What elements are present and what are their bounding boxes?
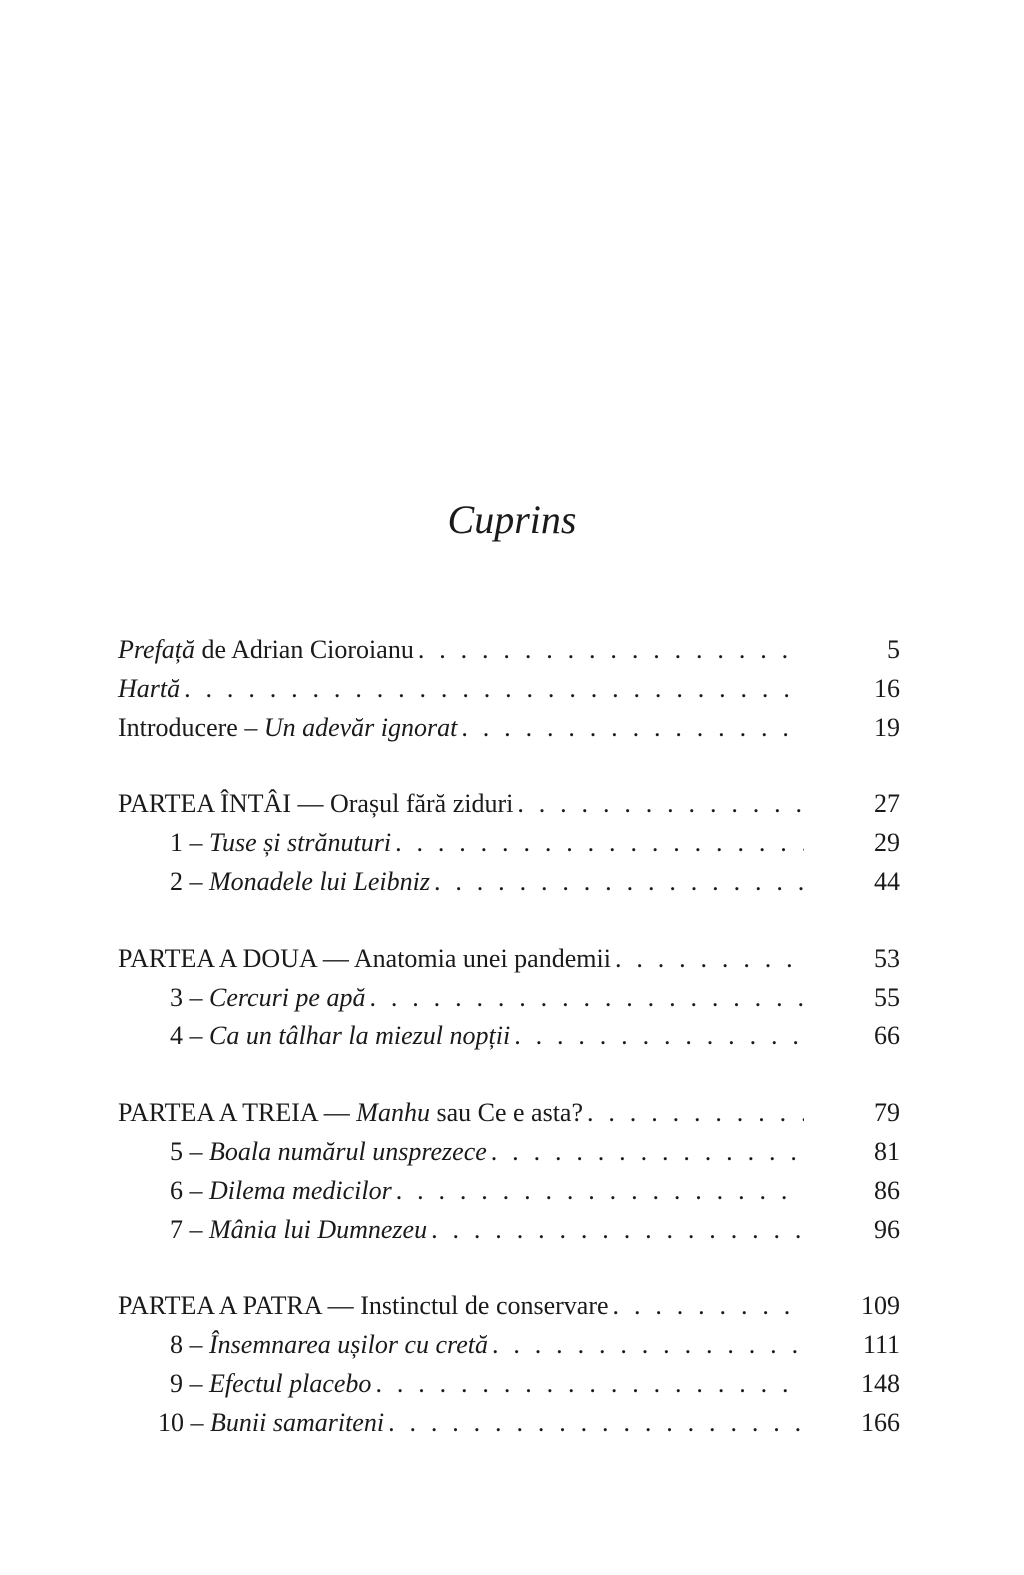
toc-entry-label: Hartă xyxy=(118,673,181,703)
toc-page-number: 53 xyxy=(874,943,900,973)
dot-leader xyxy=(395,824,804,863)
dot-leader xyxy=(461,709,804,748)
dot-leader xyxy=(587,1094,804,1133)
toc-page-number: 55 xyxy=(874,982,900,1012)
toc-chapter-entry[interactable] xyxy=(118,1365,900,1404)
toc-entry-label: 6 – Dilema medicilor xyxy=(170,1175,392,1205)
toc-chapter-entry[interactable] xyxy=(118,824,900,863)
toc-part-heading[interactable] xyxy=(118,1094,900,1133)
toc-entry-label: 9 – Efectul placebo xyxy=(170,1368,372,1398)
toc-page-number: 96 xyxy=(874,1214,900,1244)
dot-leader xyxy=(375,1365,804,1404)
toc-page-number: 16 xyxy=(874,673,900,703)
toc-entry-label: 4 – Ca un tâlhar la miezul nopții xyxy=(170,1021,511,1051)
toc-part-1 xyxy=(118,785,900,901)
toc-page-number: 5 xyxy=(887,635,900,664)
toc-page-number: 86 xyxy=(874,1175,900,1205)
dot-leader xyxy=(184,670,804,709)
toc-entry-label: 1 – Tuse și strănuturi xyxy=(170,828,392,858)
toc-entry-introduction[interactable] xyxy=(118,709,900,748)
dot-leader xyxy=(388,1404,804,1443)
toc-entry-label: 7 – Mânia lui Dumnezeu xyxy=(170,1214,428,1244)
toc-part-4 xyxy=(118,1287,900,1442)
dot-leader xyxy=(396,1172,804,1211)
table-of-contents xyxy=(118,631,900,1481)
toc-chapter-entry[interactable] xyxy=(118,863,900,902)
toc-entry-label: PARTEA A TREIA — Manhu sau Ce e asta? xyxy=(118,1098,583,1128)
toc-part-heading[interactable] xyxy=(118,785,900,824)
toc-chapter-entry[interactable] xyxy=(118,1017,900,1056)
toc-chapter-entry[interactable] xyxy=(118,1172,900,1211)
toc-page-number: 166 xyxy=(861,1407,900,1437)
toc-part-3 xyxy=(118,1094,900,1249)
toc-entry-label: PARTEA A DOUA — Anatomia unei pandemii xyxy=(118,943,611,973)
toc-entry-label: PARTEA ÎNTÂI — Orașul fără ziduri xyxy=(118,789,514,819)
toc-page-number: 29 xyxy=(874,828,900,858)
toc-page-number: 44 xyxy=(874,866,900,896)
toc-entry-label: 8 – Însemnarea ușilor cu cretă xyxy=(170,1330,488,1360)
dot-leader xyxy=(517,785,804,824)
toc-page-number: 19 xyxy=(874,712,900,742)
toc-entry-label: PARTEA A PATRA — Instinctul de conservare xyxy=(118,1291,609,1321)
toc-page-number: 111 xyxy=(862,1330,900,1360)
toc-entry-label: 10 – Bunii samariteni xyxy=(158,1407,385,1437)
toc-front-matter xyxy=(118,631,900,747)
toc-page-number: 79 xyxy=(874,1098,900,1128)
toc-entry-preface[interactable] xyxy=(118,631,900,670)
page-title: Cuprins xyxy=(447,497,577,542)
toc-page-number: 27 xyxy=(874,789,900,819)
toc-page-number: 66 xyxy=(874,1021,900,1051)
dot-leader xyxy=(418,631,804,670)
toc-chapter-entry[interactable] xyxy=(118,1211,900,1250)
toc-page-number: 148 xyxy=(861,1368,900,1398)
dot-leader xyxy=(431,1211,804,1250)
toc-page-number: 81 xyxy=(874,1136,900,1166)
toc-part-2 xyxy=(118,940,900,1056)
toc-entry-label: 3 – Cercuri pe apă xyxy=(170,982,366,1012)
toc-entry-label: Introducere – Un adevăr ignorat xyxy=(118,712,458,742)
toc-entry-label: 5 – Boala numărul unsprezece xyxy=(170,1136,487,1166)
dot-leader xyxy=(615,940,804,979)
dot-leader xyxy=(492,1326,804,1365)
toc-chapter-entry[interactable] xyxy=(118,979,900,1018)
toc-entry-label: 2 – Monadele lui Leibniz xyxy=(170,866,430,896)
dot-leader xyxy=(514,1017,804,1056)
toc-chapter-entry[interactable] xyxy=(118,1326,900,1365)
toc-part-heading[interactable] xyxy=(118,1287,900,1326)
toc-entry-map[interactable] xyxy=(118,670,900,709)
toc-part-heading[interactable] xyxy=(118,940,900,979)
toc-entry-label: Prefață de Adrian Cioroianu xyxy=(118,635,414,664)
toc-chapter-entry[interactable] xyxy=(118,1404,900,1443)
dot-leader xyxy=(369,979,804,1018)
dot-leader xyxy=(613,1287,804,1326)
toc-chapter-entry[interactable] xyxy=(118,1133,900,1172)
toc-page-number: 109 xyxy=(861,1291,900,1321)
dot-leader xyxy=(491,1133,804,1172)
dot-leader xyxy=(434,863,804,902)
